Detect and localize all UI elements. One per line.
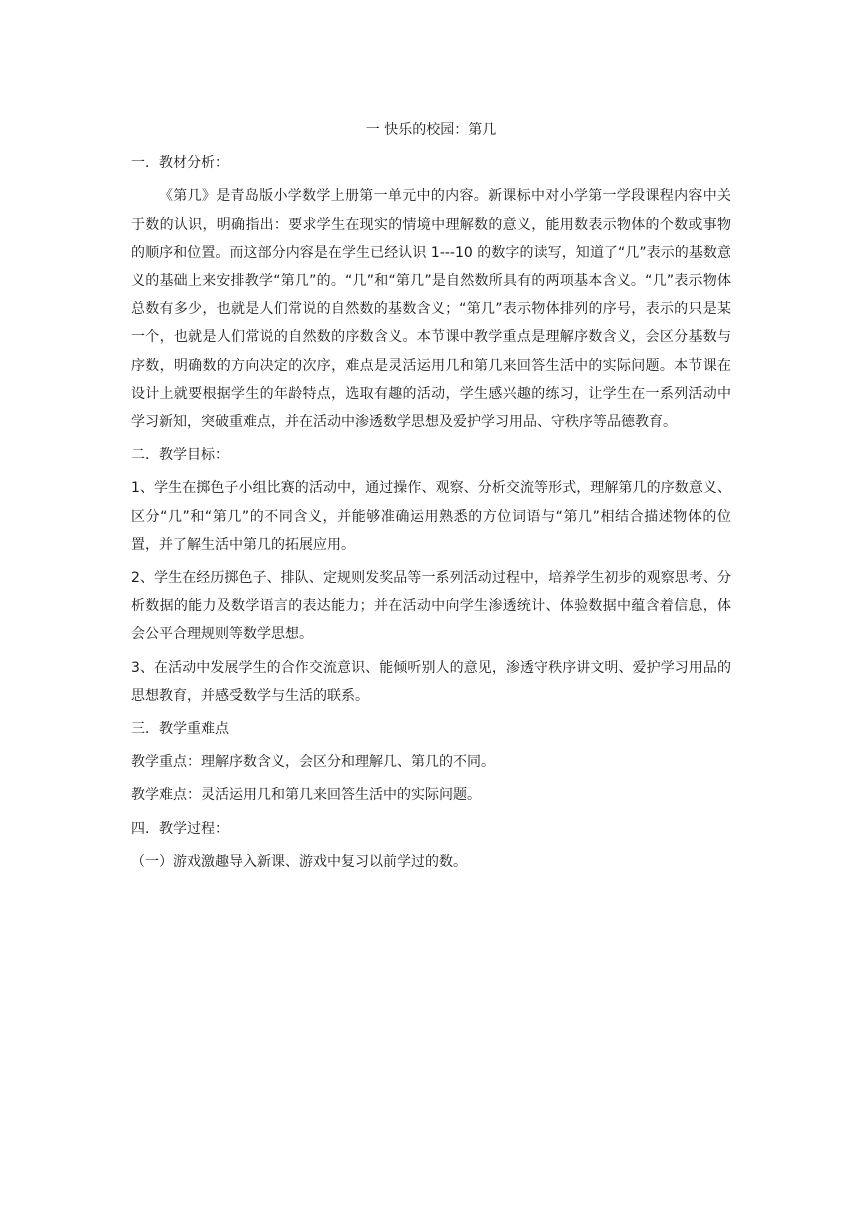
section-heading-analysis: 一．教材分析：: [131, 155, 229, 172]
analysis-paragraph: 《第几》是青岛版小学数学上册第一单元中的内容。新课标中对小学第一学段课程内容中关于数的认识，明确指出：要求学生在现实的情境中理解数的意义，能用数表示物体的个数或事物的顺序和位置。而这部分内容是在学生已经认识 1---10 的数字的读写，知道了“几”表示的基数意义的基础上来安排教学“第几”的。“几”和“第几”是自然数所具有的两项基本含义。“几”表示物体总数有多少，也就是人们常说的自然数的基数含义；“第几”表示物体排列的序号，表示的只是某一个，也就是人们常说的自然数的序数含义。本节课中教学重点是理解序数含义，会区分基数与序数，明确数的方向决定的次序，难点是灵活运用几和第几来回答生活中的实际问题。本节课在设计上就要根据学生的年龄特点，选取有趣的活动，学生感兴趣的练习，让学生在一系列活动中学习新知，突破重难点，并在活动中渗透数学思想及爱护学习用品、守秩序等品德教育。: [131, 188, 731, 431]
key-point: 教学重点：理解序数含义，会区分和理解几、第几的不同。: [131, 754, 495, 771]
objective-item-1: 1、学生在掷色子小组比赛的活动中，通过操作、观察、分析交流等形式，理解第几的序数意义、区分“几”和“第几”的不同含义，并能够准确运用熟悉的方位词语与“第几”相结合描述物体的位置，并了解生活中第几的拓展应用。: [131, 480, 731, 553]
objective-item-2: 2、学生在经历掷色子、排队、定规则发奖品等一系列活动过程中，培养学生初步的观察思考、分析数据的能力及数学语言的表达能力；并在活动中向学生渗透统计、体验数据中蕴含着信息，体会公平合理规则等数学思想。: [131, 570, 731, 643]
document-title: 一 快乐的校园：第几: [365, 122, 497, 138]
process-step-1: （一）游戏激趣导入新课、游戏中复习以前学过的数。: [131, 853, 467, 870]
document-body: [131, 116, 731, 881]
difficult-point: 教学难点：灵活运用几和第几来回答生活中的实际问题。: [131, 787, 481, 804]
section-heading-process: 四．教学过程：: [131, 820, 229, 837]
section-heading-key-points: 三．教学重难点: [131, 721, 229, 738]
section-heading-objectives: 二．教学目标：: [131, 447, 229, 464]
objective-item-3: 3、在活动中发展学生的合作交流意识、能倾听别人的意见，渗透守秩序讲文明、爱护学习用品的思想教育，并感受数学与生活的联系。: [131, 659, 731, 704]
